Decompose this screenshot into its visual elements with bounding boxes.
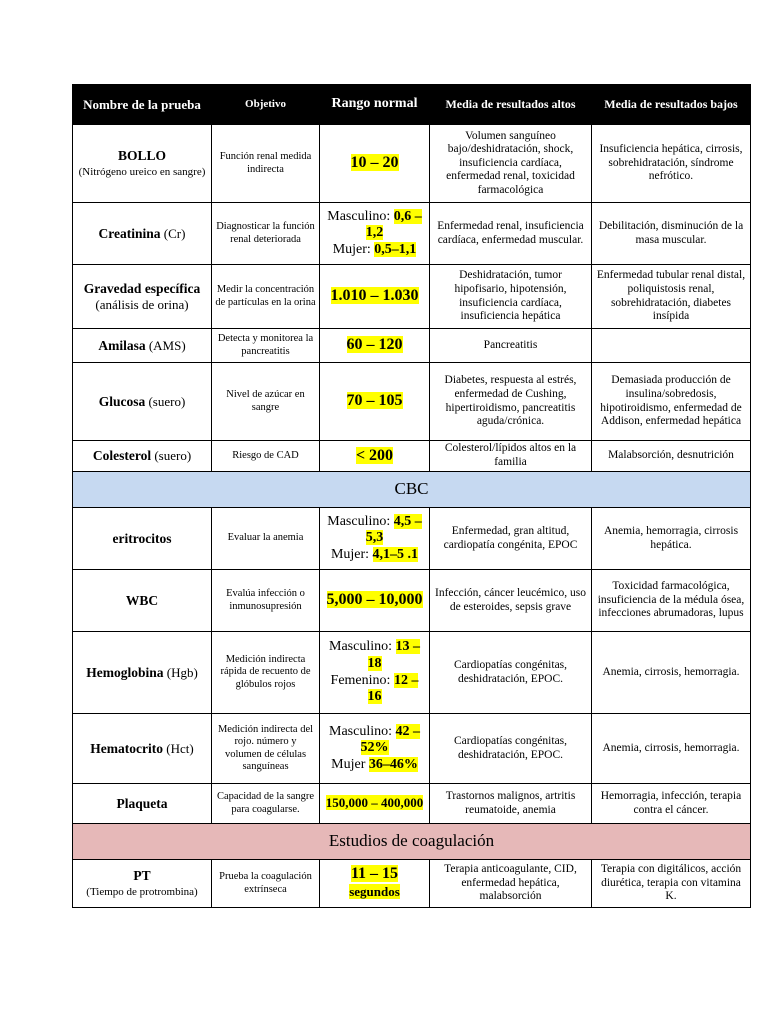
test-name: Amilasa: [98, 337, 146, 353]
section-row-cbc: [73, 472, 751, 508]
range-cell: [320, 363, 430, 441]
high-results-cell: Infección, cáncer leucémico, uso de esteroides, sepsis grave: [430, 570, 592, 632]
female-value: 36–46%: [368, 756, 418, 772]
objective-cell: Prueba la coagulación extrínseca: [212, 860, 320, 908]
range-cell: [320, 508, 430, 570]
low-results-cell: Anemia, cirrosis, hemorragia.: [592, 632, 751, 714]
male-value: 13 – 18: [367, 639, 420, 671]
test-subtitle: (suero): [154, 448, 192, 464]
range-unit: segundos: [349, 884, 400, 900]
test-subtitle: (Cr): [163, 225, 186, 241]
test-name-cell: [73, 714, 212, 784]
test-name: PT: [133, 867, 151, 883]
range-value: < 200: [355, 446, 394, 464]
range-value: 11 – 15: [350, 865, 399, 883]
test-name-cell: [73, 570, 212, 632]
test-name: BOLLO: [117, 147, 166, 163]
range-cell: [320, 329, 430, 363]
test-subtitle: (AMS): [148, 337, 186, 353]
low-results-cell: Malabsorción, desnutrición: [592, 441, 751, 472]
male-value: 42 – 52%: [360, 723, 420, 756]
test-name: eritrocitos: [112, 530, 172, 546]
low-results-cell: Terapia con digitálicos, acción diurética, terapia con vitamina K.: [592, 860, 751, 908]
test-name: Glucosa: [98, 393, 146, 409]
high-results-cell: Terapia anticoagulante, CID, enfermedad hepática, malabsorción: [430, 860, 592, 908]
range-value: 5,000 – 10,000: [326, 591, 423, 609]
male-label: Masculino:: [329, 639, 392, 655]
female-label: Femenino:: [330, 672, 391, 688]
objective-cell: Riesgo de CAD: [212, 441, 320, 472]
male-label: Masculino:: [327, 208, 391, 224]
range-value: 1.010 – 1.030: [330, 287, 419, 305]
table-row: [73, 329, 751, 363]
test-name: Plaqueta: [116, 795, 168, 811]
high-results-cell: Deshidratación, tumor hipofisario, hipotensión, insuficiencia cardíaca, insuficiencia hepática: [430, 265, 592, 329]
objective-cell: Nivel de azúcar en sangre: [212, 363, 320, 441]
high-results-cell: Enfermedad, gran altitud, cardiopatía congénita, EPOC: [430, 508, 592, 570]
test-name-cell: [73, 363, 212, 441]
high-results-cell: Pancreatitis: [430, 329, 592, 363]
male-value: 4,5 – 5,3: [365, 513, 422, 546]
table-row: [73, 784, 751, 824]
test-subtitle: (análisis de orina): [95, 296, 189, 312]
test-subtitle: (suero): [148, 393, 186, 409]
male-value: 0,6 – 1,2: [365, 208, 422, 241]
header-low: Media de resultados bajos: [592, 85, 751, 125]
range-value: 60 – 120: [346, 336, 403, 354]
low-results-cell: Toxicidad farmacológica, insuficiencia de la médula ósea, infecciones abrumadoras, lupus: [592, 570, 751, 632]
table-row: [73, 125, 751, 203]
objective-cell: Detecta y monitorea la pancreatitis: [212, 329, 320, 363]
table-row: [73, 441, 751, 472]
header-high: Media de resultados altos: [430, 85, 592, 125]
test-subtitle: (Hgb): [166, 664, 198, 680]
test-name-cell: [73, 265, 212, 329]
test-name-cell: [73, 784, 212, 824]
test-name-cell: [73, 508, 212, 570]
objective-cell: Medición indirecta rápida de recuento de glóbulos rojos: [212, 632, 320, 714]
range-cell: [320, 570, 430, 632]
range-cell: [320, 632, 430, 714]
female-label: Mujer:: [330, 546, 370, 562]
range-value: 70 – 105: [346, 392, 403, 410]
table-row: [73, 714, 751, 784]
header-row: [73, 85, 751, 125]
male-label: Masculino:: [329, 723, 392, 739]
high-results-cell: Trastornos malignos, artritis reumatoide, anemia: [430, 784, 592, 824]
range-cell: [320, 441, 430, 472]
table-row: [73, 203, 751, 265]
low-results-cell: Demasiada producción de insulina/sobredosis, hipotiroidismo, enfermedad de Addison, enfermedad hepática: [592, 363, 751, 441]
section-row-coag: [73, 824, 751, 860]
test-subtitle: (Nitrógeno ureico en sangre): [78, 166, 206, 179]
high-results-cell: Enfermedad renal, insuficiencia cardíaca, enfermedad muscular.: [430, 203, 592, 265]
low-results-cell: Debilitación, disminución de la masa muscular.: [592, 203, 751, 265]
range-cell: [320, 125, 430, 203]
objective-cell: Capacidad de la sangre para coagularse.: [212, 784, 320, 824]
high-results-cell: Cardiopatías congénitas, deshidratación, EPOC.: [430, 632, 592, 714]
female-value: 0,5–1,1: [374, 241, 417, 257]
table-row: [73, 363, 751, 441]
table-row: [73, 265, 751, 329]
test-name-cell: [73, 125, 212, 203]
test-name: Gravedad específica: [83, 280, 201, 296]
table-row: [73, 570, 751, 632]
test-name: Colesterol: [92, 448, 152, 464]
header-range: Rango normal: [320, 85, 430, 125]
test-name: WBC: [125, 592, 159, 608]
objective-cell: Evalúa infección o inmunosupresión: [212, 570, 320, 632]
objective-cell: Medición indirecta del rojo. número y volumen de células sanguíneas: [212, 714, 320, 784]
low-results-cell: Enfermedad tubular renal distal, poliquistosis renal, sobrehidratación, diabetes insípida: [592, 265, 751, 329]
test-name-cell: [73, 203, 212, 265]
high-results-cell: Volumen sanguíneo bajo/deshidratación, shock, insuficiencia cardíaca, enfermedad renal, toxicidad farmacológica: [430, 125, 592, 203]
high-results-cell: Colesterol/lípidos altos en la familia: [430, 441, 592, 472]
high-results-cell: Diabetes, respuesta al estrés, enfermedad de Cushing, hipertiroidismo, pancreatitis aguda/crónica.: [430, 363, 592, 441]
lab-tests-table: [72, 84, 751, 908]
header-objective: Objetivo: [212, 85, 320, 125]
test-name-cell: [73, 441, 212, 472]
header-name: Nombre de la prueba: [73, 85, 212, 125]
low-results-cell: [592, 329, 751, 363]
range-value: 10 – 20: [350, 154, 399, 172]
table-row: [73, 632, 751, 714]
table-row: [73, 508, 751, 570]
table-row: [73, 860, 751, 908]
test-name-cell: [73, 329, 212, 363]
range-cell: [320, 265, 430, 329]
low-results-cell: Hemorragia, infección, terapia contra el cáncer.: [592, 784, 751, 824]
range-value: 150,000 – 400,000: [325, 794, 424, 810]
low-results-cell: Anemia, hemorragia, cirrosis hepática.: [592, 508, 751, 570]
objective-cell: Función renal medida indirecta: [212, 125, 320, 203]
low-results-cell: Anemia, cirrosis, hemorragia.: [592, 714, 751, 784]
objective-cell: Evaluar la anemia: [212, 508, 320, 570]
low-results-cell: Insuficiencia hepática, cirrosis, sobrehidratación, síndrome nefrótico.: [592, 125, 751, 203]
female-label: Mujer: [331, 756, 366, 772]
objective-cell: Medir la concentración de partículas en la orina: [212, 265, 320, 329]
test-subtitle: (Hct): [166, 740, 194, 756]
objective-cell: Diagnosticar la función renal deteriorada: [212, 203, 320, 265]
test-name: Hematocrito: [90, 740, 164, 756]
test-subtitle: (Tiempo de protrombina): [86, 886, 198, 899]
range-cell: [320, 714, 430, 784]
test-name-cell: [73, 632, 212, 714]
range-cell: [320, 203, 430, 265]
female-value: 4,1–5 .1: [372, 546, 419, 562]
test-name-cell: [73, 860, 212, 908]
range-cell: [320, 784, 430, 824]
test-name: Creatinina: [98, 225, 161, 241]
test-name: Hemoglobina: [86, 664, 164, 680]
male-label: Masculino:: [327, 513, 391, 529]
range-cell: [320, 860, 430, 908]
section-title-cbc: CBC: [73, 472, 751, 508]
female-value: 12 – 16: [367, 672, 419, 705]
high-results-cell: Cardiopatías congénitas, deshidratación, EPOC.: [430, 714, 592, 784]
section-title-coag: Estudios de coagulación: [73, 824, 751, 860]
female-label: Mujer:: [332, 241, 371, 257]
